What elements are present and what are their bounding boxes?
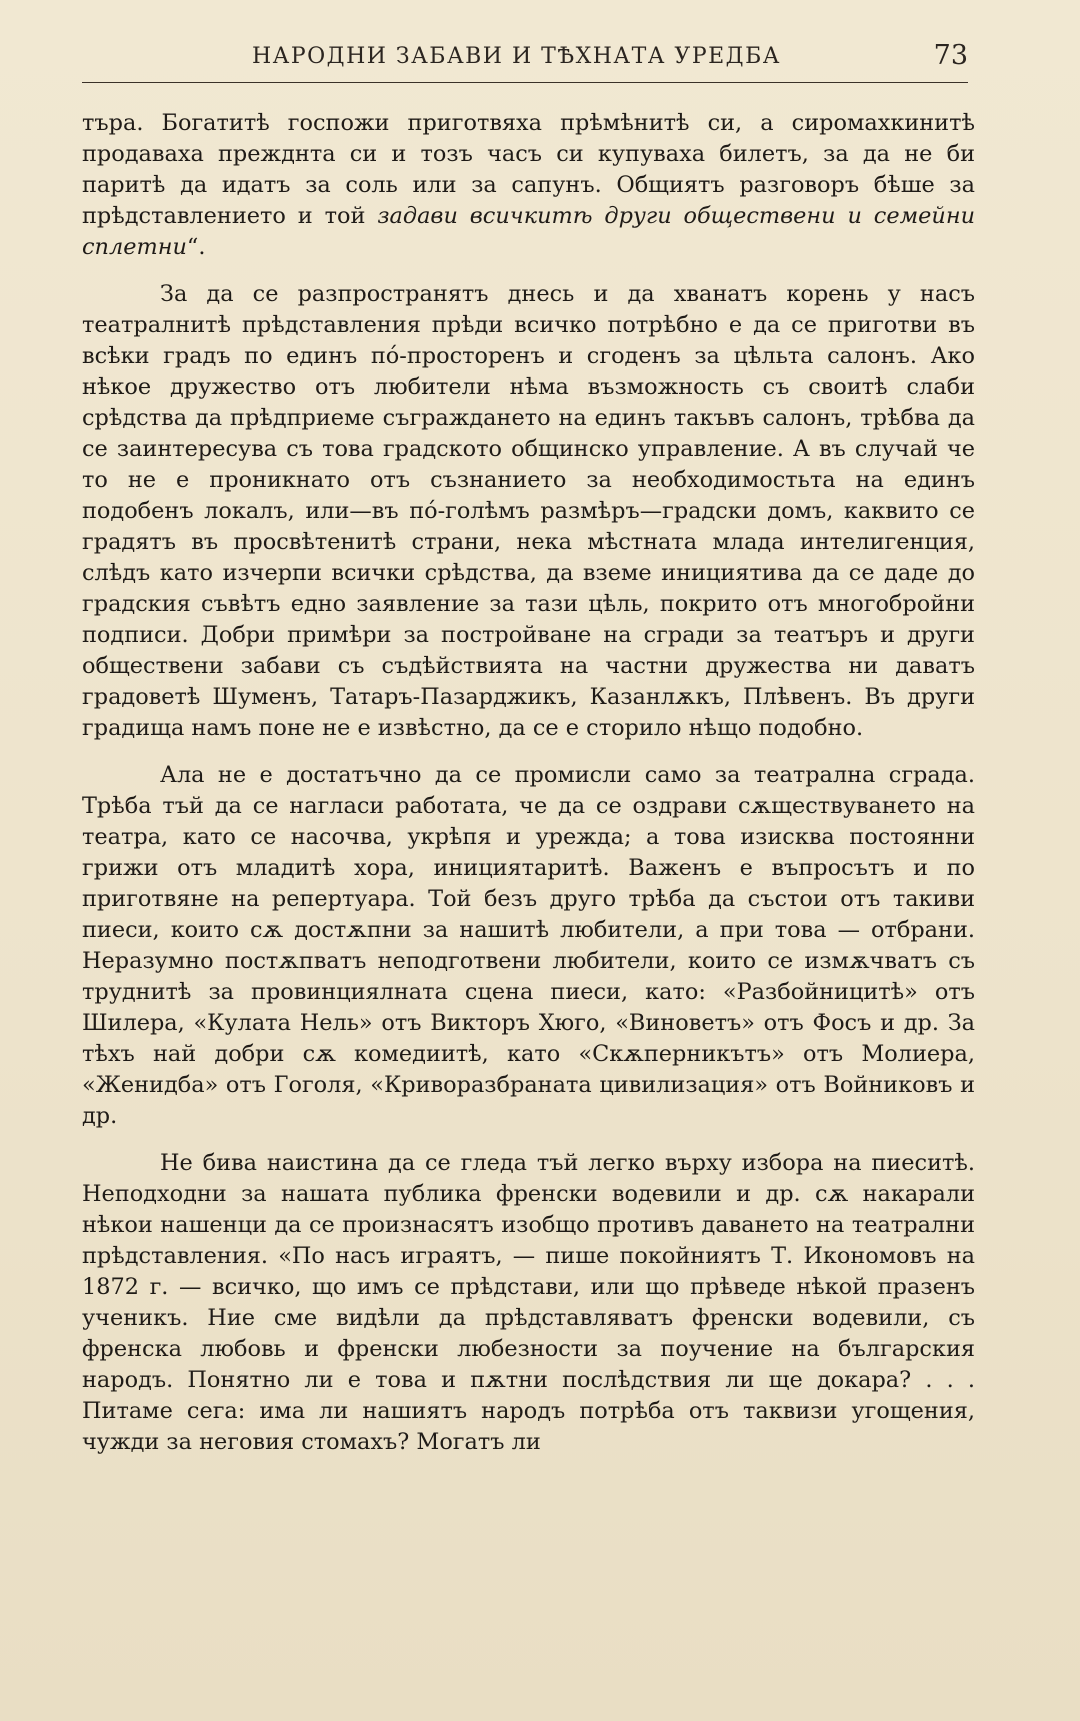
running-title: НАРОДНИ ЗАБАВИ И ТѢХНАТА УРЕДБА bbox=[252, 44, 781, 69]
paragraph-1-tail: “. bbox=[186, 234, 206, 260]
paragraph-2: За да се разпространятъ днесь и да хванатъ корень у насъ театралнитѣ прѣдставления прѣди всичко потрѣбно е да се приготви въ всѣки градъ по единъ по́-просторенъ и сгоденъ за цѣльта салонъ. Ако нѣкое дружество отъ любители нѣма възможность съ своитѣ слаби срѣдства да прѣдприеме съграждането на единъ такъвъ салонъ, трѣбва да се заинтересува съ това градското общинско управление. А въ случай че то не е проникнато отъ съзнанието за необходимостьта на единъ подобенъ локалъ, или—въ по́-голѣмъ размѣръ—градски домъ, каквито се градятъ въ просвѣтенитѣ страни, нека мѣстната млада интелигенция, слѣдъ като изчерпи всички срѣдства, да вземе инициятива да се даде до градския съвѣтъ едно заявление за тази цѣль, покрито отъ многобройни подписи. Добри примѣри за постройване на сгради за театъръ и други обществени забави съ съдѣйствията на частни дружества ни даватъ градоветѣ Шуменъ, Татаръ-Пазарджикъ, Казанлѫкъ, Плѣвенъ. Въ други градища намъ поне не е извѣстно, да се е сторило нѣщо подобно. bbox=[82, 281, 975, 741]
paragraph-1-text: търа. Богатитѣ госпожи приготвяха прѣмѣнитѣ си, а сиромахкинитѣ продаваха прежднта си и тозъ часъ си купуваха билетъ, за да не би паритѣ да идатъ за соль или за сапунъ. Общиятъ разговоръ бѣше за прѣдставлението и той bbox=[82, 110, 975, 229]
paragraph-1-italic: задави всичкитѣ други обществени и семейни сплетни bbox=[82, 203, 975, 260]
paragraph-1 bbox=[82, 108, 975, 263]
body-text bbox=[82, 108, 975, 1474]
paragraph-3: Ала не е достатъчно да се промисли само за театрална сграда. Трѣба тъй да се нагласи работата, че да се оздрави сѫществуването на театра, като се насочва, укрѣпя и урежда; а това изисква постоянни грижи отъ младитѣ хора, инициятаритѣ. Важенъ е въпросътъ и по приготвяне на репертуара. Той безъ друго трѣба да състои отъ такиви пиеси, които сѫ достѫпни за нашитѣ любители, а при това — отбрани. Неразумно постѫпватъ неподготвени любители, които се измѫчватъ съ труднитѣ за провинциялната сцена пиеси, като: «Разбойницитѣ» отъ Шилера, «Кулата Нель» отъ Викторъ Хюго, «Виноветъ» отъ Фосъ и др. За тѣхъ най добри сѫ комедиитѣ, като «Скѫперникътъ» отъ Молиера, «Женидба» отъ Гоголя, «Криворазбраната цивилизация» отъ Войниковъ и др. bbox=[82, 762, 975, 1129]
page-number: 73 bbox=[933, 40, 968, 71]
page-header bbox=[82, 36, 968, 83]
paragraph-4: Не бива наистина да се гледа тъй легко върху избора на пиеситѣ. Неподходни за нашата публика френски водевили и др. сѫ накарали нѣкои нашенци да се произнасятъ изобщо противъ даването на театрални прѣдставления. «По насъ играятъ, — пише покойниятъ Т. Икономовъ на 1872 г. — всичко, що имъ се прѣдстави, или що прѣведе нѣкой празенъ ученикъ. Ние сме видѣли да прѣдставляватъ френски водевили, съ френска любовь и френски любезности за поучение на българския народъ. Понятно ли е това и пѫтни послѣдствия ли ще докара? . . . Питаме сега: има ли нашиятъ народъ потрѣба отъ таквизи угощения, чужди за неговия стомахъ? Могатъ ли bbox=[82, 1150, 975, 1455]
